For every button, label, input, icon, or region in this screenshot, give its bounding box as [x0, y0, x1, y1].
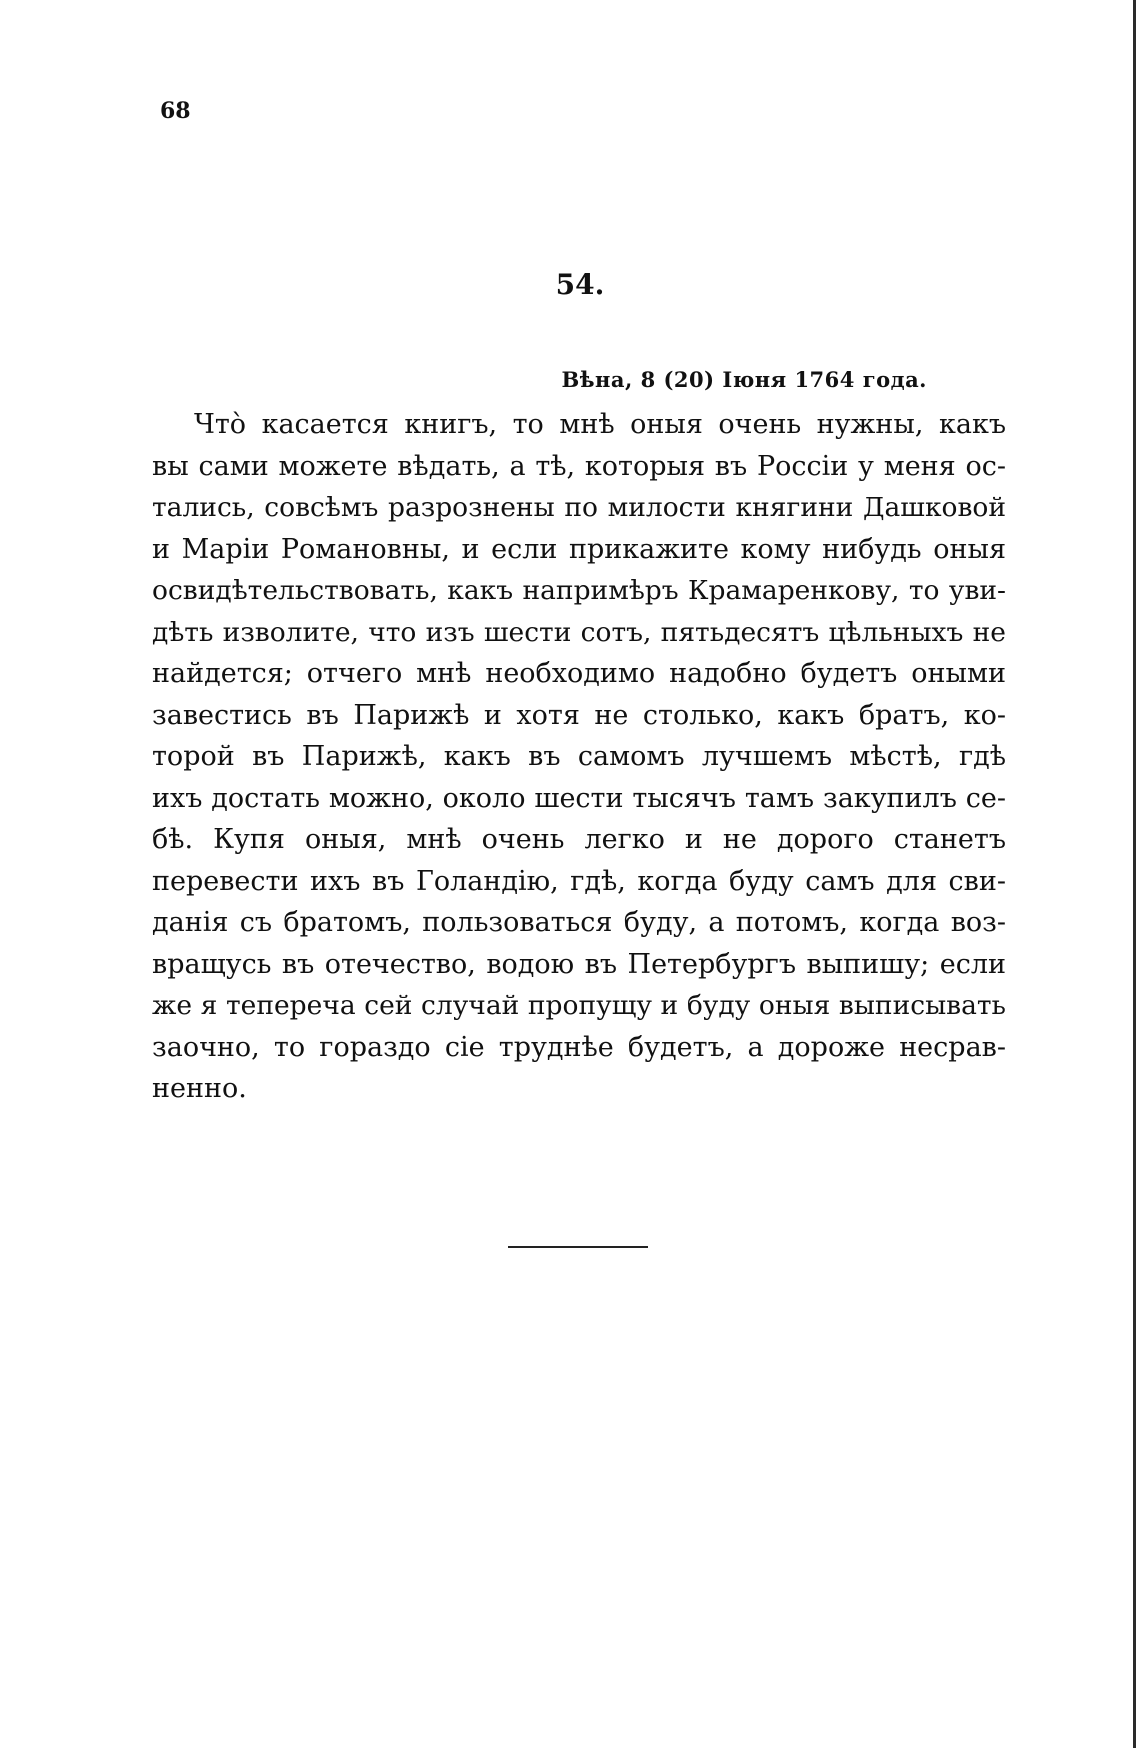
letter-dateline: Вѣна, 8 (20) Іюня 1764 года. [561, 367, 927, 392]
body-line: данія съ братомъ, пользоваться буду, а потомъ, когда воз- [152, 907, 1006, 938]
body-line: найдется; отчего мнѣ необходимо надобно будетъ оными [152, 658, 1006, 689]
letter-body [152, 404, 1006, 1110]
body-line: вращусь въ отечество, водою въ Петербургъ выпишу; если [152, 948, 1006, 980]
end-rule [508, 1246, 648, 1248]
body-line: ихъ достать можно, около шести тысячъ тамъ закупилъ се- [152, 782, 1006, 814]
body-line: же я тепереча сей случай пропущу и буду оныя выписывать [152, 990, 1006, 1021]
body-line: тались, совсѣмъ разрознены по милости княгини Дашковой [152, 492, 1006, 523]
body-line: вы сами можете вѣдать, а тѣ, которыя въ Россіи у меня ос- [152, 450, 1006, 482]
body-line: заочно, то гораздо сіе труднѣе будетъ, а дороже несрав- [152, 1031, 1006, 1063]
letter-number: 54. [555, 268, 605, 301]
body-line: Чтò касается книгъ, то мнѣ оныя очень нужны, какъ [194, 409, 1006, 440]
page-number: 68 [160, 98, 191, 124]
body-line: перевести ихъ въ Голандію, гдѣ, когда буду самъ для сви- [152, 865, 1006, 897]
body-line: ненно. [152, 1073, 247, 1104]
scan-edge-line [1133, 0, 1136, 1748]
body-line: бѣ. Купя оныя, мнѣ очень легко и не дорого станетъ [152, 824, 1006, 855]
body-line: дѣть изволите, что изъ шести сотъ, пятьдесятъ цѣльныхъ не [152, 616, 1006, 648]
body-line: торой въ Парижѣ, какъ въ самомъ лучшемъ мѣстѣ, гдѣ [152, 741, 1006, 772]
body-line: и Маріи Романовны, и если прикажите кому нибудь оныя [152, 533, 1006, 565]
body-line: завестись въ Парижѣ и хотя не столько, какъ братъ, ко- [152, 699, 1006, 731]
body-line: освидѣтельствовать, какъ напримѣръ Крамаренкову, то уви- [152, 575, 1006, 606]
